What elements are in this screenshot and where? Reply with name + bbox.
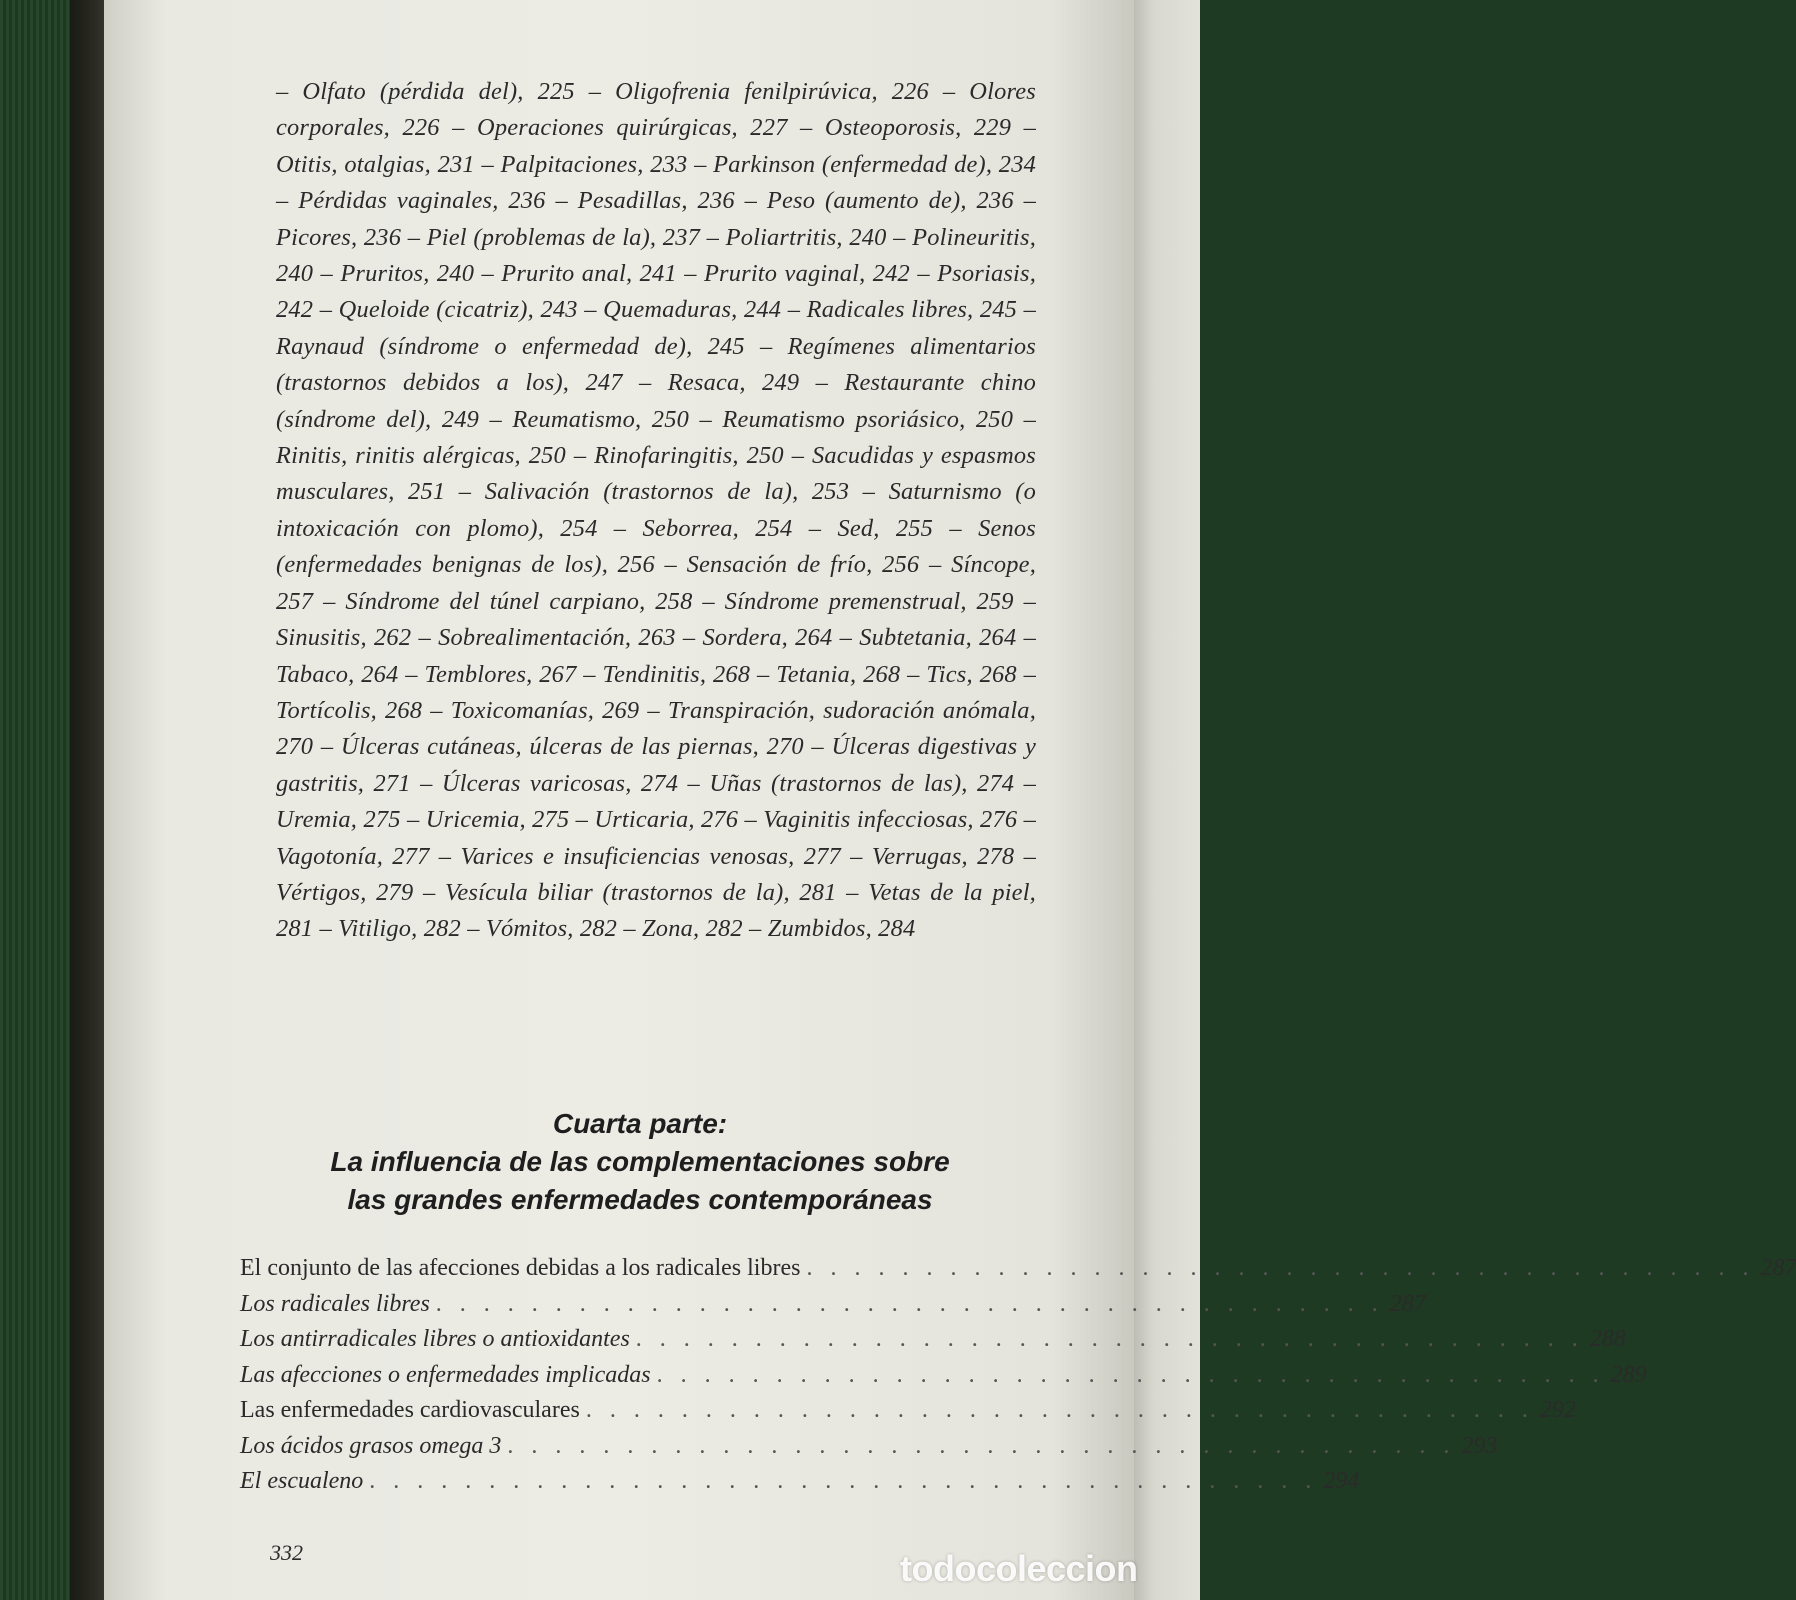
toc-entry-label: Las afecciones o enfermedades implicadas [240, 1361, 651, 1388]
adjacent-page-edge [1134, 0, 1200, 1600]
toc-entry-page: 287 [1760, 1255, 1796, 1281]
toc-entry-page: 293 [1461, 1432, 1498, 1459]
toc-leader-dots: . . . . . . . . . . . . . . . . . . . . . . . . . . . . . . . . . . . . . . . . [369, 1468, 1318, 1494]
toc-entry-label: Los radicales libres [240, 1290, 430, 1317]
toc-entry [240, 1326, 1626, 1362]
section-heading-line-2: La influencia de las complementaciones sobre [330, 1146, 950, 1177]
toc-leader-dots: . . . . . . . . . . . . . . . . . . . . . . . . . . . . . . . . . . . . . . . . [585, 1397, 1534, 1423]
toc-entry-label: Las enfermedades cardiovasculares [240, 1397, 580, 1423]
toc-entry-label: Los antirradicales libres o antioxidantes [240, 1326, 630, 1352]
table-of-contents [240, 1255, 1796, 1504]
toc-entry [240, 1468, 1360, 1504]
toc-entry-label: El conjunto de las afecciones debidas a los radicales libres [240, 1255, 801, 1281]
toc-entry-page: 287 [1389, 1290, 1426, 1317]
toc-leader-dots: . . . . . . . . . . . . . . . . . . . . . . . . . . . . . . . . . . . . . . . . [507, 1432, 1456, 1459]
toc-entry [240, 1432, 1498, 1469]
toc-entry-page: 292 [1539, 1397, 1576, 1423]
toc-entry-page: 294 [1323, 1468, 1360, 1494]
toc-entry-label: Los ácidos grasos omega 3 [240, 1432, 502, 1459]
toc-entry [240, 1255, 1796, 1291]
toc-leader-dots: . . . . . . . . . . . . . . . . . . . . . . . . . . . . . . . . . . . . . . . . [435, 1290, 1384, 1317]
toc-entry-label: El escualeno [240, 1468, 364, 1494]
index-paragraph: – Olfato (pérdida del), 225 – Oligofrenia fenilpirúvica, 226 – Olores corporales, 226 – Operaciones quirúrgicas, 227 – Osteoporosis, 229 – Otitis, otalgias, 231 – Palpitaciones, 233 – Parkinson (enfermedad de), 234 – Pérdidas vaginales, 236 – Pesadillas, 236 – Peso (aumento de), 236 – Picores, 236 – Piel (problemas de la), 237 – Poliartritis, 240 – Polineuritis, 240 – Pruritos, 240 – Prurito anal, 241 – Prurito vaginal, 242 – Psoriasis, 242 – Queloide (cicatriz), 243 – Quemaduras, 244 – Radicales libres, 245 – Raynaud (síndrome o enfermedad de), 245 – Regímenes alimentarios (trastornos debidos a los), 247 – Resaca, 249 – Restaurante chino (síndrome del), 249 – Reumatismo, 250 – Reumatismo psoriásico, 250 – Rinitis, rinitis alérgicas, 250 – Rinofaringitis, 250 – Sacudidas y espasmos musculares, 251 – Salivación (trastornos de la), 253 – Saturnismo (o intoxicación con plomo), 254 – Seborrea, 254 – Sed, 255 – Senos (enfermedades benignas de los), 256 – Sensación de frío, 256 – Síncope, 257 – Síndrome del túnel carpiano, 258 – Síndrome premenstrual, 259 – Sinusitis, 262 – Sobrealimentación, 263 – Sordera, 264 – Subtetania, 264 – Tabaco, 264 – Temblores, 267 – Tendinitis, 268 – Tetania, 268 – Tics, 268 – Tortícolis, 268 – Toxicomanías, 269 – Transpiración, sudoración anómala, 270 – Úlceras cutáneas, úlceras de las piernas, 270 – Úlceras digestivas y gastritis, 271 – Úlceras varicosas, 274 – Uñas (trastornos de las), 274 – Uremia, 275 – Uricemia, 275 – Urticaria, 276 – Vaginitis infecciosas, 276 – Vagotonía, 277 – Varices e insuficiencias venosas, 277 – Verrugas, 278 – Vértigos, 279 – Vesícula biliar (trastornos de la), 281 – Vetas de la piel, 281 – Vitiligo, 282 – Vómitos, 282 – Zona, 282 – Zumbidos, 284 [276, 78, 1036, 943]
watermark-logo: todocoleccion [900, 1548, 1138, 1589]
toc-entry [240, 1397, 1576, 1433]
toc-entry-page: 288 [1589, 1326, 1626, 1352]
section-heading-line-3: las grandes enfermedades contemporáneas [347, 1184, 933, 1215]
toc-leader-dots: . . . . . . . . . . . . . . . . . . . . . . . . . . . . . . . . . . . . . . . . [656, 1361, 1605, 1388]
toc-entry-page: 289 [1610, 1361, 1647, 1388]
section-heading-line-1: Cuarta parte: [552, 1108, 728, 1139]
page-number: 332 [270, 1540, 303, 1565]
toc-leader-dots: . . . . . . . . . . . . . . . . . . . . . . . . . . . . . . . . . . . . . . . . [635, 1326, 1584, 1352]
toc-entry [240, 1290, 1426, 1327]
section-heading [240, 1105, 1040, 1219]
toc-entry [240, 1361, 1647, 1398]
toc-leader-dots: . . . . . . . . . . . . . . . . . . . . . . . . . . . . . . . . . . . . . . . . [806, 1255, 1755, 1281]
